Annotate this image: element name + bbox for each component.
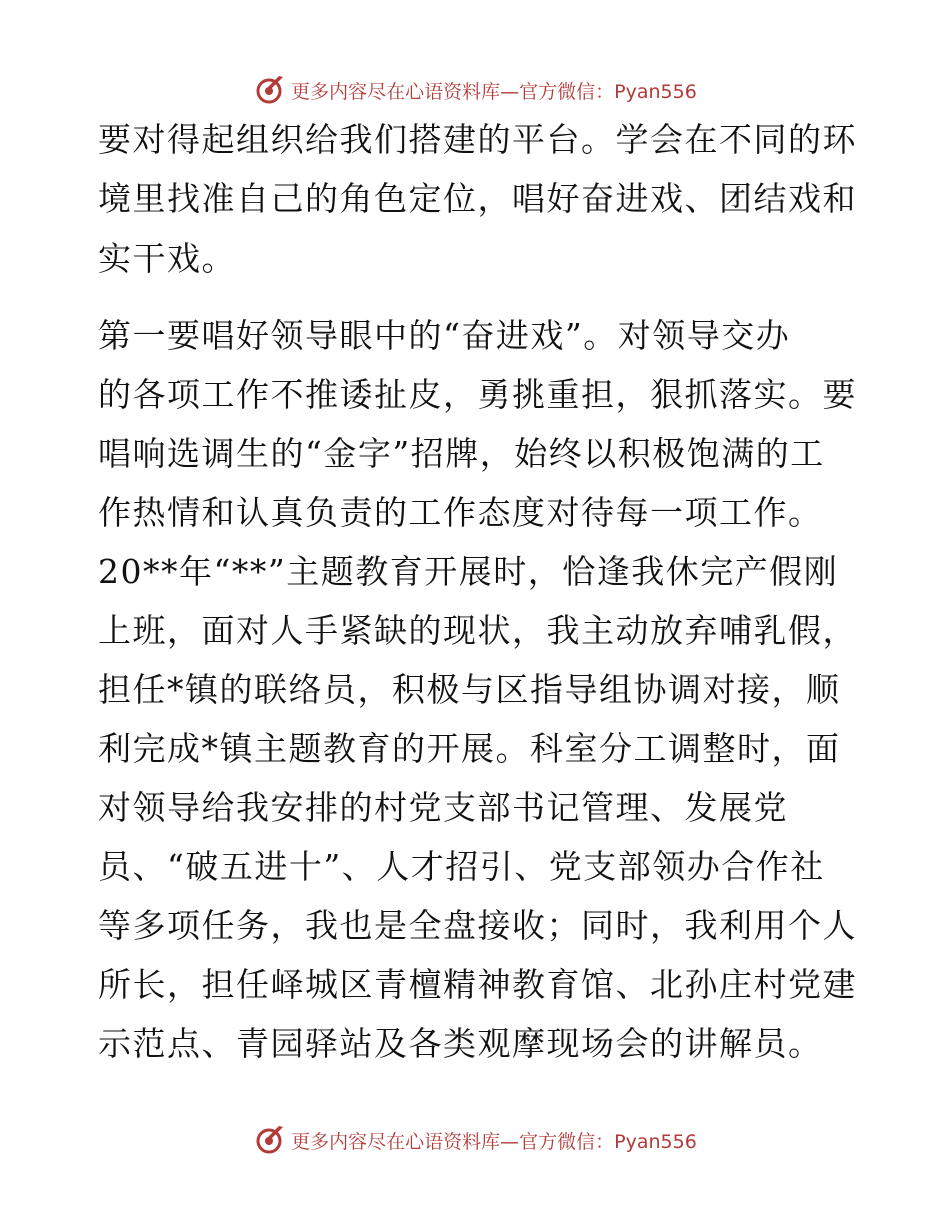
text-line: 员、“破五进十”、人才招引、党支部领办合作社 [98, 847, 825, 886]
text-line: 实干戏。 [98, 239, 236, 278]
header-banner [0, 70, 950, 110]
quill-logo-icon [253, 73, 287, 107]
text-line: 利完成*镇主题教育的开展。科室分工调整时，面 [98, 729, 841, 768]
text-line: 第一要唱好领导眼中的“奋进戏”。对领导交办 [98, 316, 791, 355]
quill-logo-icon [253, 1123, 287, 1157]
text-line: 示范点、青园驿站及各类观摩现场会的讲解员。 [98, 1024, 823, 1063]
text-line: 的各项工作不推诿扯皮，勇挑重担，狠抓落实。要 [98, 375, 857, 414]
footer-banner-text: 更多内容尽在心语资料库—官方微信：Pyan556 [291, 1130, 697, 1153]
text-line: 上班，面对人手紧缺的现状，我主动放弃哺乳假， [98, 611, 857, 650]
text-line: 担任*镇的联络员，积极与区指导组协调对接，顺 [98, 670, 841, 709]
text-line: 要对得起组织给我们搭建的平台。学会在不同的环 [98, 120, 857, 159]
text-line: 所长，担任峄城区青檀精神教育馆、北孙庄村党建 [98, 965, 857, 1004]
text-line: 等多项任务，我也是全盘接收；同时，我利用个人 [98, 906, 857, 945]
footer-banner [0, 1120, 950, 1160]
text-line: 境里找准自己的角色定位，唱好奋进戏、团结戏和 [98, 179, 857, 218]
text-line: 20**年“**”主题教育开展时，恰逢我休完产假刚 [98, 552, 839, 591]
header-banner-text: 更多内容尽在心语资料库—官方微信：Pyan556 [291, 80, 697, 103]
text-line: 唱响选调生的“金字”招牌，始终以积极饱满的工 [98, 434, 825, 473]
text-line: 作热情和认真负责的工作态度对待每一项工作。 [98, 493, 823, 532]
text-line: 对领导给我安排的村党支部书记管理、发展党 [98, 788, 788, 827]
